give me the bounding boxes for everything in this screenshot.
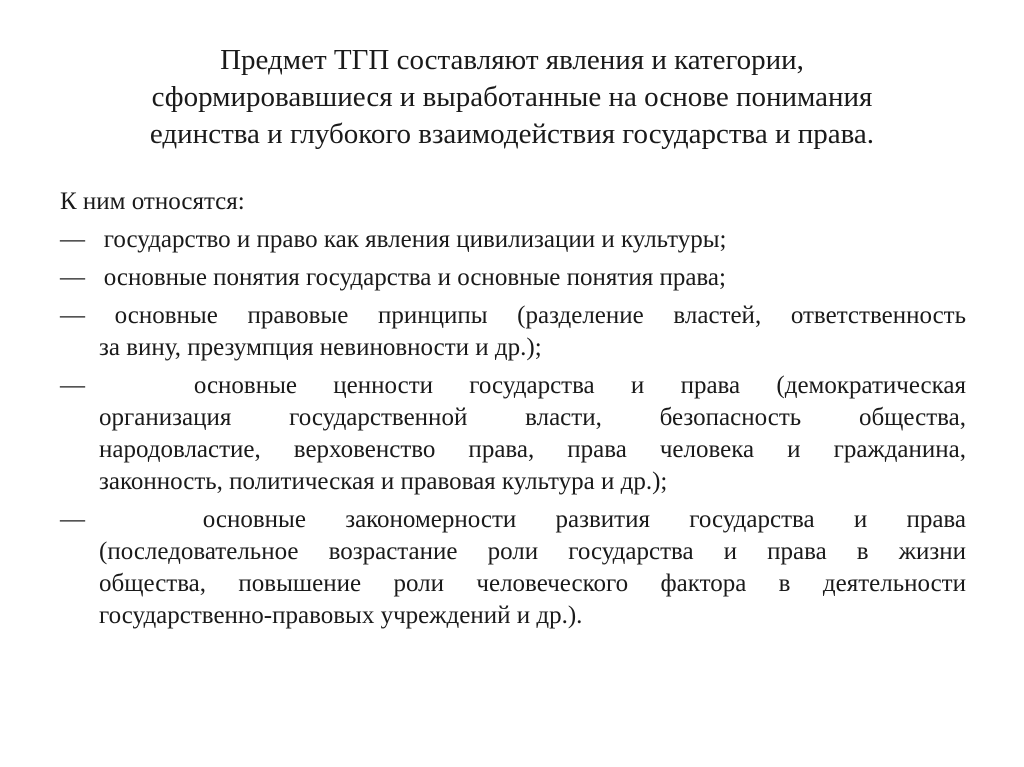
list-item-text: общества, повышение роли человеческого фактора в деятельности (99, 570, 966, 597)
list-item-text: государство и право как явления цивилизации и культуры; (103, 226, 727, 253)
list-item-text: основные правовые принципы (разделение властей, ответственность (114, 302, 966, 329)
list-item-text: организация государственной власти, безопасность общества, (99, 404, 966, 431)
list-item (60, 370, 966, 498)
list-item (60, 224, 966, 256)
title-line-2: сформировавшиеся и выработанные на основе понимания (151, 81, 873, 113)
list-item (60, 262, 966, 294)
dash-bullet: — (60, 506, 85, 533)
title-line-3: единства и глубокого взаимодействия государства и права. (149, 118, 875, 150)
list-item-text: законность, политическая и правовая культура и др.); (99, 468, 668, 495)
list-intro: К ним относятся: (60, 188, 245, 215)
dash-bullet: — (60, 264, 85, 291)
list-item-text: основные ценности государства и права (демократическая (193, 372, 967, 399)
list-item-text: государственно-правовых учреждений и др.). (99, 602, 583, 629)
title-line-1: Предмет ТГП составляют явления и категории, (220, 44, 804, 76)
list-item-text: (последовательное возрастание роли государства и права в жизни (99, 538, 966, 565)
list-item-text: основные закономерности развития государства и права (202, 506, 967, 533)
list-item-text: народовластие, верховенство права, права человека и гражданина, (99, 436, 966, 463)
dash-list (60, 224, 966, 638)
list-item-text: основные понятия государства и основные понятия права; (103, 264, 726, 291)
list-item-text: за вину, презумпция невиновности и др.); (99, 334, 542, 361)
list-item (60, 504, 966, 632)
list-item (60, 300, 966, 364)
dash-bullet: — (60, 302, 85, 329)
slide-title (60, 42, 964, 153)
dash-bullet: — (60, 226, 85, 253)
dash-bullet: — (60, 372, 85, 399)
